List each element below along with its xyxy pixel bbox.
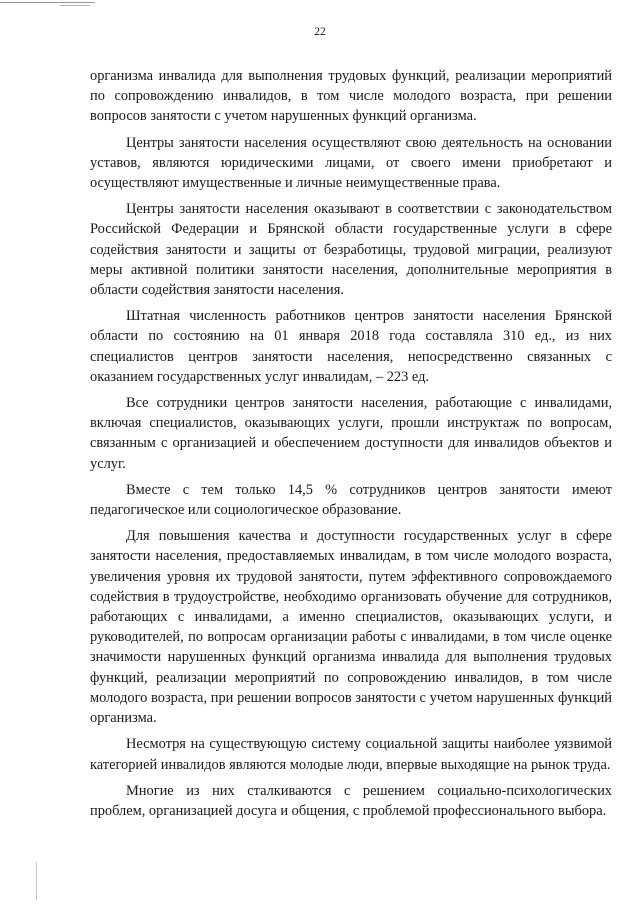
paragraph-employment-centers-status: Центры занятости населения осуществляют свою деятельность на основании уставов, являются юридическими лицами, от своего имени приобретают и осуществляют имущественные и личные неимущественные права. — [90, 134, 612, 192]
scan-artifact-left — [36, 862, 37, 900]
paragraph-education-share: Вместе с тем только 14,5 % сотрудников центров занятости имеют педагогическое или социологическое образование. — [90, 481, 612, 519]
page-number: 22 — [314, 26, 326, 38]
paragraph-employment-centers-services: Центры занятости населения оказывают в соответствии с законодательством Российской Федерации и Брянской области государственные услуги в сфере содействия занятости и защиты от безработицы, трудовой миграции, реализуют меры активной политики занятости населения, дополнительные мероприятия в области содействия занятости населения. — [90, 201, 612, 299]
paragraph-staff-training: Все сотрудники центров занятости населения, работающие с инвалидами, включая специалистов, оказывающих услуги, прошли инструктаж по вопросам, связанным с организацией и обеспечением доступности для инвалидов объектов и услуг. — [90, 395, 612, 472]
paragraph-social-problems: Многие из них сталкиваются с решением социально-психологических проблем, организацией досуга и общения, с проблемой профессионального выбора. — [90, 782, 612, 819]
paragraph-quality-improvement: Для повышения качества и доступности государственных услуг в сфере занятости населения, предоставляемых инвалидам, в том числе молодого возраста, увеличения уровня их трудовой занятости, путем эффективного сопровождаемого содействия в трудоустройстве, необходимо организовать обучение для сотрудников, работающих с инвалидами, а именно специалистов, оказывающих услуги, и руководителей, по вопросам организации работы с инвалидами, в том числе оценке значимости нарушенных функций организма инвалида для выполнения трудовых функций, реализации мероприятий по сопровождению инвалидов, в том числе молодого возраста, при решении вопросов занятости с учетом нарушенных функций организма. — [90, 528, 612, 727]
paragraph-staff-numbers: Штатная численность работников центров занятости населения Брянской области по состоянию на 01 января 2018 года составляла 310 ед., из них специалистов центров занятости населения, непосредственно связанных с оказанием государственных услуг инвалидам, – 223 ед. — [90, 308, 612, 385]
scan-artifact-top-secondary — [60, 5, 90, 6]
paragraph-continuation: организма инвалида для выполнения трудовых функций, реализации мероприятий по сопровождению инвалидов, в том числе молодого возраста, при решении вопросов занятости с учетом нарушенных функций организма. — [90, 68, 612, 125]
scan-artifact-top — [0, 2, 95, 3]
document-body — [90, 66, 612, 827]
paragraph-young-people: Несмотря на существующую систему социальной защиты наиболее уязвимой категорией инвалидов являются молодые люди, впервые выходящие на рынок труда. — [90, 736, 612, 773]
